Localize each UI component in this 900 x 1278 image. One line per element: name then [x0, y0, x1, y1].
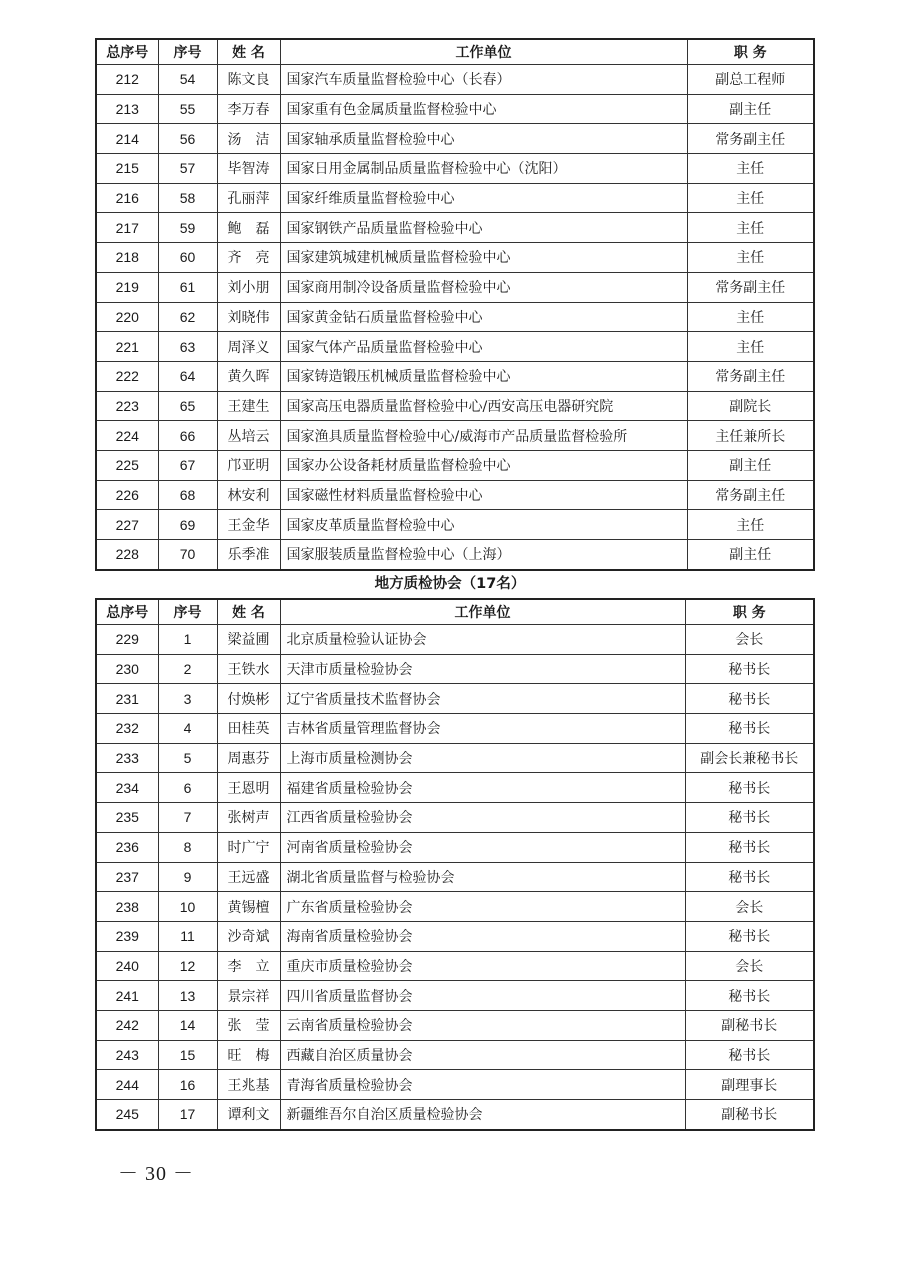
table-body	[96, 65, 814, 570]
cell-name: 李 立	[217, 951, 280, 981]
cell-name: 沙奇斌	[217, 921, 280, 951]
header-seq-no: 序号	[158, 599, 217, 625]
cell-unit: 湖北省质量监督与检验协会	[280, 862, 685, 892]
cell-unit: 国家汽车质量监督检验中心（长春）	[280, 65, 687, 95]
cell-total-no: 229	[96, 625, 158, 655]
cell-unit: 重庆市质量检验协会	[280, 951, 685, 981]
cell-name: 王金华	[217, 510, 280, 540]
cell-total-no: 220	[96, 302, 158, 332]
cell-position: 副秘书长	[685, 1100, 814, 1130]
cell-unit: 国家高压电器质量监督检验中心/西安高压电器研究院	[280, 391, 687, 421]
cell-seq-no: 58	[158, 183, 217, 213]
cell-total-no: 231	[96, 684, 158, 714]
table-row	[96, 361, 814, 391]
cell-name: 付焕彬	[217, 684, 280, 714]
cell-position: 会长	[685, 892, 814, 922]
cell-name: 黄久晖	[217, 361, 280, 391]
cell-position: 秘书长	[685, 684, 814, 714]
cell-unit: 国家钢铁产品质量监督检验中心	[280, 213, 687, 243]
header-total-no: 总序号	[96, 39, 158, 65]
cell-name: 王恩明	[217, 773, 280, 803]
cell-total-no: 238	[96, 892, 158, 922]
cell-position: 主任兼所长	[687, 421, 814, 451]
cell-position: 常务副主任	[687, 272, 814, 302]
cell-name: 张 莹	[217, 1010, 280, 1040]
cell-seq-no: 10	[158, 892, 217, 922]
cell-total-no: 225	[96, 450, 158, 480]
cell-unit: 河南省质量检验协会	[280, 832, 685, 862]
cell-total-no: 214	[96, 124, 158, 154]
cell-total-no: 227	[96, 510, 158, 540]
table-row	[96, 981, 814, 1011]
cell-name: 王建生	[217, 391, 280, 421]
cell-seq-no: 54	[158, 65, 217, 95]
cell-position: 秘书长	[685, 981, 814, 1011]
cell-position: 常务副主任	[687, 480, 814, 510]
cell-name: 王远盛	[217, 862, 280, 892]
cell-seq-no: 2	[158, 654, 217, 684]
cell-unit: 国家黄金钻石质量监督检验中心	[280, 302, 687, 332]
cell-seq-no: 11	[158, 921, 217, 951]
cell-position: 主任	[687, 213, 814, 243]
table-row	[96, 183, 814, 213]
table-row	[96, 803, 814, 833]
table-row	[96, 332, 814, 362]
table-row	[96, 743, 814, 773]
cell-seq-no: 60	[158, 243, 217, 273]
cell-total-no: 237	[96, 862, 158, 892]
table-header-row	[96, 39, 814, 65]
cell-unit: 国家商用制冷设备质量监督检验中心	[280, 272, 687, 302]
cell-unit: 国家建筑城建机械质量监督检验中心	[280, 243, 687, 273]
table-row	[96, 272, 814, 302]
table-row	[96, 65, 814, 95]
cell-seq-no: 56	[158, 124, 217, 154]
cell-position: 秘书长	[685, 921, 814, 951]
cell-name: 王兆基	[217, 1070, 280, 1100]
cell-name: 黄锡檀	[217, 892, 280, 922]
cell-name: 王铁水	[217, 654, 280, 684]
table-row	[96, 1010, 814, 1040]
cell-unit: 国家轴承质量监督检验中心	[280, 124, 687, 154]
cell-total-no: 219	[96, 272, 158, 302]
cell-unit: 上海市质量检测协会	[280, 743, 685, 773]
cell-seq-no: 70	[158, 540, 217, 570]
cell-seq-no: 3	[158, 684, 217, 714]
cell-position: 副秘书长	[685, 1010, 814, 1040]
page-number: － 30 －	[118, 1163, 194, 1185]
cell-seq-no: 7	[158, 803, 217, 833]
header-unit: 工作单位	[280, 599, 685, 625]
cell-position: 会长	[685, 951, 814, 981]
cell-name: 林安利	[217, 480, 280, 510]
cell-position: 主任	[687, 302, 814, 332]
cell-total-no: 230	[96, 654, 158, 684]
cell-name: 景宗祥	[217, 981, 280, 1011]
cell-position: 副主任	[687, 540, 814, 570]
cell-name: 齐 亮	[217, 243, 280, 273]
cell-position: 副主任	[687, 94, 814, 124]
cell-seq-no: 68	[158, 480, 217, 510]
cell-total-no: 242	[96, 1010, 158, 1040]
cell-unit: 天津市质量检验协会	[280, 654, 685, 684]
table-row	[96, 540, 814, 570]
table-row	[96, 1100, 814, 1130]
cell-position: 秘书长	[685, 714, 814, 744]
cell-position: 主任	[687, 243, 814, 273]
table-row	[96, 862, 814, 892]
cell-total-no: 218	[96, 243, 158, 273]
cell-name: 张树声	[217, 803, 280, 833]
cell-total-no: 233	[96, 743, 158, 773]
cell-position: 秘书长	[685, 803, 814, 833]
cell-seq-no: 65	[158, 391, 217, 421]
cell-name: 陈文良	[217, 65, 280, 95]
cell-total-no: 234	[96, 773, 158, 803]
cell-total-no: 222	[96, 361, 158, 391]
cell-unit: 国家磁性材料质量监督检验中心	[280, 480, 687, 510]
cell-seq-no: 15	[158, 1040, 217, 1070]
table-row	[96, 921, 814, 951]
cell-name: 鲍 磊	[217, 213, 280, 243]
cell-seq-no: 69	[158, 510, 217, 540]
table-row	[96, 832, 814, 862]
cell-unit: 国家铸造锻压机械质量监督检验中心	[280, 361, 687, 391]
cell-position: 常务副主任	[687, 361, 814, 391]
table-row	[96, 1040, 814, 1070]
cell-unit: 国家皮革质量监督检验中心	[280, 510, 687, 540]
cell-position: 主任	[687, 510, 814, 540]
cell-position: 秘书长	[685, 1040, 814, 1070]
cell-unit: 国家纤维质量监督检验中心	[280, 183, 687, 213]
cell-unit: 国家办公设备耗材质量监督检验中心	[280, 450, 687, 480]
header-name: 姓 名	[217, 39, 280, 65]
table-row	[96, 302, 814, 332]
cell-unit: 云南省质量检验协会	[280, 1010, 685, 1040]
cell-total-no: 223	[96, 391, 158, 421]
table-row	[96, 421, 814, 451]
cell-position: 主任	[687, 183, 814, 213]
cell-total-no: 236	[96, 832, 158, 862]
header-position: 职 务	[685, 599, 814, 625]
cell-total-no: 226	[96, 480, 158, 510]
cell-name: 周泽义	[217, 332, 280, 362]
table-row	[96, 213, 814, 243]
cell-total-no: 217	[96, 213, 158, 243]
cell-unit: 国家重有色金属质量监督检验中心	[280, 94, 687, 124]
cell-seq-no: 57	[158, 154, 217, 184]
cell-name: 刘晓伟	[217, 302, 280, 332]
table-row	[96, 951, 814, 981]
cell-seq-no: 61	[158, 272, 217, 302]
cell-name: 刘小朋	[217, 272, 280, 302]
cell-name: 梁益圃	[217, 625, 280, 655]
section-heading: 地方质检协会（17名）	[374, 576, 526, 592]
header-name: 姓 名	[217, 599, 280, 625]
cell-position: 副总工程师	[687, 65, 814, 95]
cell-seq-no: 67	[158, 450, 217, 480]
cell-seq-no: 63	[158, 332, 217, 362]
roster-table-local-associations	[95, 598, 815, 1131]
cell-unit: 国家日用金属制品质量监督检验中心（沈阳）	[280, 154, 687, 184]
cell-total-no: 243	[96, 1040, 158, 1070]
table-row	[96, 773, 814, 803]
cell-unit: 福建省质量检验协会	[280, 773, 685, 803]
cell-unit: 新疆维吾尔自治区质量检验协会	[280, 1100, 685, 1130]
cell-unit: 广东省质量检验协会	[280, 892, 685, 922]
table-row	[96, 510, 814, 540]
cell-position: 副主任	[687, 450, 814, 480]
table-row	[96, 654, 814, 684]
cell-position: 秘书长	[685, 862, 814, 892]
cell-seq-no: 5	[158, 743, 217, 773]
cell-total-no: 216	[96, 183, 158, 213]
cell-seq-no: 62	[158, 302, 217, 332]
roster-table-national-centers	[95, 38, 815, 571]
cell-unit: 国家服装质量监督检验中心（上海）	[280, 540, 687, 570]
cell-total-no: 212	[96, 65, 158, 95]
table-row	[96, 243, 814, 273]
cell-position: 会长	[685, 625, 814, 655]
cell-total-no: 235	[96, 803, 158, 833]
table-row	[96, 450, 814, 480]
cell-name: 毕智涛	[217, 154, 280, 184]
cell-unit: 吉林省质量管理监督协会	[280, 714, 685, 744]
cell-unit: 北京质量检验认证协会	[280, 625, 685, 655]
cell-name: 汤 洁	[217, 124, 280, 154]
cell-seq-no: 12	[158, 951, 217, 981]
cell-seq-no: 9	[158, 862, 217, 892]
cell-unit: 西藏自治区质量协会	[280, 1040, 685, 1070]
table-row	[96, 124, 814, 154]
header-position: 职 务	[687, 39, 814, 65]
cell-name: 时广宁	[217, 832, 280, 862]
cell-position: 主任	[687, 332, 814, 362]
cell-total-no: 241	[96, 981, 158, 1011]
cell-total-no: 224	[96, 421, 158, 451]
cell-unit: 四川省质量监督协会	[280, 981, 685, 1011]
cell-position: 副院长	[687, 391, 814, 421]
cell-total-no: 232	[96, 714, 158, 744]
cell-name: 谭利文	[217, 1100, 280, 1130]
cell-seq-no: 16	[158, 1070, 217, 1100]
cell-seq-no: 64	[158, 361, 217, 391]
cell-name: 邝亚明	[217, 450, 280, 480]
cell-seq-no: 66	[158, 421, 217, 451]
table-row	[96, 154, 814, 184]
cell-total-no: 221	[96, 332, 158, 362]
table-header-row	[96, 599, 814, 625]
cell-seq-no: 55	[158, 94, 217, 124]
cell-position: 秘书长	[685, 654, 814, 684]
cell-position: 主任	[687, 154, 814, 184]
cell-position: 秘书长	[685, 773, 814, 803]
table-row	[96, 94, 814, 124]
cell-name: 丛培云	[217, 421, 280, 451]
cell-unit: 江西省质量检验协会	[280, 803, 685, 833]
header-seq-no: 序号	[158, 39, 217, 65]
cell-unit: 青海省质量检验协会	[280, 1070, 685, 1100]
cell-total-no: 239	[96, 921, 158, 951]
cell-position: 副会长兼秘书长	[685, 743, 814, 773]
table-row	[96, 391, 814, 421]
cell-name: 李万春	[217, 94, 280, 124]
cell-total-no: 244	[96, 1070, 158, 1100]
cell-total-no: 213	[96, 94, 158, 124]
table-body	[96, 625, 814, 1130]
cell-name: 田桂英	[217, 714, 280, 744]
table-row	[96, 684, 814, 714]
header-unit: 工作单位	[280, 39, 687, 65]
cell-unit: 海南省质量检验协会	[280, 921, 685, 951]
cell-seq-no: 8	[158, 832, 217, 862]
cell-unit: 国家渔具质量监督检验中心/威海市产品质量监督检验所	[280, 421, 687, 451]
cell-total-no: 245	[96, 1100, 158, 1130]
table-row	[96, 480, 814, 510]
cell-seq-no: 13	[158, 981, 217, 1011]
table-row	[96, 892, 814, 922]
cell-seq-no: 6	[158, 773, 217, 803]
cell-position: 副理事长	[685, 1070, 814, 1100]
cell-seq-no: 14	[158, 1010, 217, 1040]
table-row	[96, 625, 814, 655]
cell-seq-no: 4	[158, 714, 217, 744]
cell-name: 孔丽萍	[217, 183, 280, 213]
cell-name: 乐季准	[217, 540, 280, 570]
cell-seq-no: 17	[158, 1100, 217, 1130]
cell-seq-no: 1	[158, 625, 217, 655]
cell-position: 秘书长	[685, 832, 814, 862]
cell-total-no: 240	[96, 951, 158, 981]
cell-name: 旺 梅	[217, 1040, 280, 1070]
cell-seq-no: 59	[158, 213, 217, 243]
cell-total-no: 215	[96, 154, 158, 184]
cell-unit: 国家气体产品质量监督检验中心	[280, 332, 687, 362]
cell-name: 周惠芬	[217, 743, 280, 773]
table-row	[96, 714, 814, 744]
header-total-no: 总序号	[96, 599, 158, 625]
cell-total-no: 228	[96, 540, 158, 570]
table-row	[96, 1070, 814, 1100]
cell-position: 常务副主任	[687, 124, 814, 154]
cell-unit: 辽宁省质量技术监督协会	[280, 684, 685, 714]
